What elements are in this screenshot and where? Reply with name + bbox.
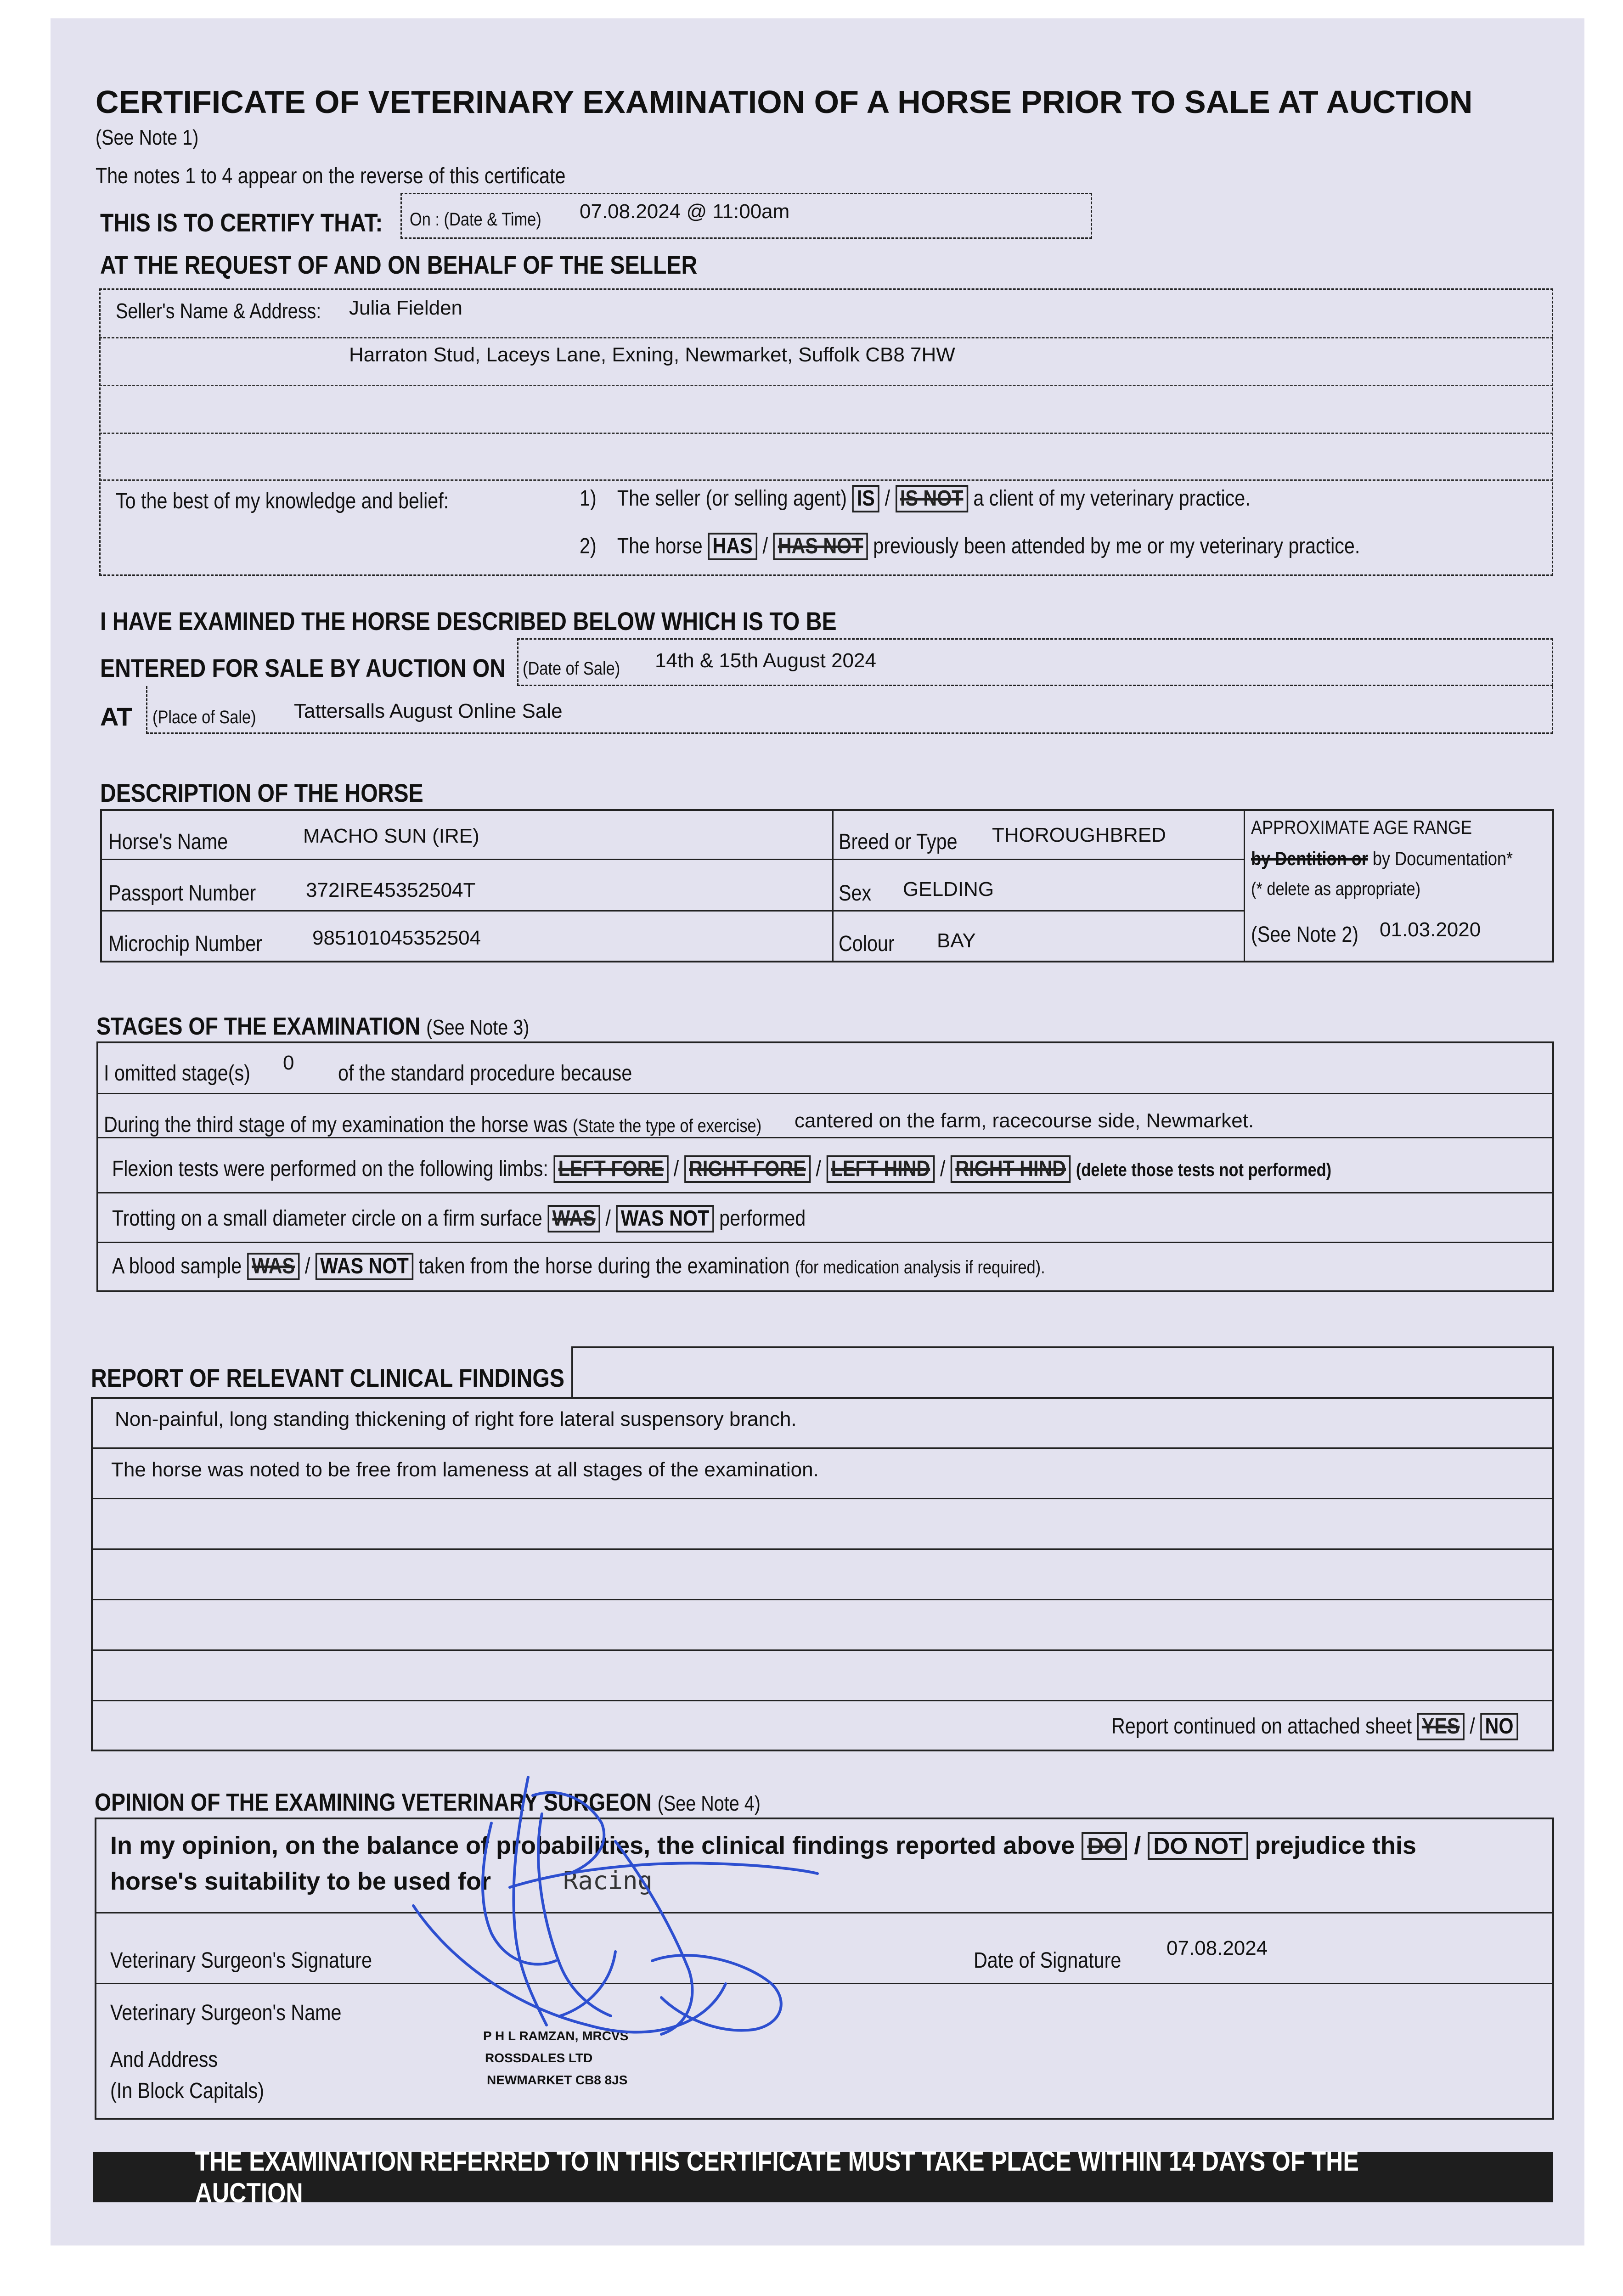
report-table <box>91 1397 1554 1751</box>
signature-scribble-icon <box>395 1768 900 2099</box>
report-line-1[interactable]: Non-painful, long standing thickening of right fore lateral suspensory branch. <box>115 1408 797 1430</box>
sex-value[interactable]: GELDING <box>903 878 994 900</box>
opinion-text-line-2: horse's suitability to be used for <box>110 1868 491 1895</box>
seller-address[interactable]: Harraton Stud, Laceys Lane, Exning, Newmarket, Suffolk CB8 7HW <box>349 343 955 366</box>
report-heading: REPORT OF RELEVANT CLINICAL FINDINGS <box>91 1363 565 1392</box>
notes-line: The notes 1 to 4 appear on the reverse of this certificate <box>96 164 566 188</box>
omitted-stages-value[interactable]: 0 <box>283 1052 294 1074</box>
vet-stamp-line-2: ROSSDALES LTD <box>485 2051 593 2065</box>
flexion-left-hind[interactable]: LEFT HIND <box>826 1155 935 1183</box>
report-continued-yes[interactable]: YES <box>1417 1713 1465 1740</box>
intended-use[interactable]: Racing <box>563 1866 653 1895</box>
flexion-right-hind[interactable]: RIGHT HIND <box>951 1155 1071 1183</box>
age-range-heading: APPROXIMATE AGE RANGE <box>1251 816 1472 838</box>
belief-label: To the best of my knowledge and belief: <box>116 489 449 513</box>
microchip-number[interactable]: 985101045352504 <box>312 927 481 949</box>
report-heading-box <box>571 1346 1554 1398</box>
examined-line-1: I HAVE EXAMINED THE HORSE DESCRIBED BELOW WHICH IS TO BE <box>100 607 837 636</box>
colour-label: Colour <box>839 932 895 956</box>
footer-banner: THE EXAMINATION REFERRED TO IN THIS CERTIFICATE MUST TAKE PLACE WITHIN 14 DAYS OF THE AUCTION <box>93 2152 1553 2202</box>
examined-line-2: ENTERED FOR SALE BY AUCTION ON <box>100 653 506 682</box>
blood-was-option[interactable]: WAS <box>247 1253 300 1280</box>
age-method: by Dentition or by Documentation* <box>1251 848 1513 869</box>
blood-sample-row: A blood sample WAS / WAS NOT taken from the horse during the examination (for medication analysis if required). <box>112 1253 1197 1280</box>
age-see-note-2: (See Note 2) <box>1251 923 1359 947</box>
sale-place-label: (Place of Sale) <box>152 707 256 727</box>
opinion-do-option[interactable]: DO <box>1082 1832 1127 1860</box>
report-continued-no[interactable]: NO <box>1480 1713 1518 1740</box>
client-is-not-option[interactable]: IS NOT <box>896 485 968 512</box>
vet-stamp-line-1: P H L RAMZAN, MRCVS <box>483 2029 629 2043</box>
age-value[interactable]: 01.03.2020 <box>1380 918 1481 941</box>
stages-heading: STAGES OF THE EXAMINATION (See Note 3) <box>96 1013 530 1040</box>
third-stage-exercise[interactable]: cantered on the farm, racecourse side, Newmarket. <box>795 1109 1254 1132</box>
signature-date-label: Date of Signature <box>974 1948 1121 1973</box>
opinion-do-not-option[interactable]: DO NOT <box>1148 1832 1248 1860</box>
block-capitals-label: (In Block Capitals) <box>110 2079 264 2103</box>
flexion-tests-row: Flexion tests were performed on the following limbs: LEFT FORE / RIGHT FORE / LEFT HIND / RIGHT HIND (delete those tests not performed) <box>112 1155 1530 1183</box>
belief-item-1: 1) The seller (or selling agent) IS / IS NOT a client of my veterinary practice. <box>580 485 1359 512</box>
attended-has-not-option[interactable]: HAS NOT <box>773 533 868 560</box>
certify-label: THIS IS TO CERTIFY THAT: <box>100 208 383 237</box>
sale-place-value: Tattersalls August Online Sale <box>294 700 563 722</box>
belief-item-2: 2) The horse HAS / HAS NOT previously been attended by me or my veterinary practice. <box>580 533 1487 560</box>
breed-label: Breed or Type <box>839 830 958 854</box>
third-stage-row: During the third stage of my examination the horse was (State the type of exercise) <box>104 1113 762 1137</box>
opinion-heading: OPINION OF THE EXAMINING VETERINARY SURGEON (See Note 4) <box>95 1789 761 1816</box>
request-heading: AT THE REQUEST OF AND ON BEHALF OF THE SELLER <box>100 250 698 279</box>
exam-date-value: 07.08.2024 @ 11:00am <box>580 200 790 223</box>
at-label: AT <box>100 702 133 731</box>
omitted-stages-reason: of the standard procedure because <box>338 1061 632 1086</box>
seller-name-label: Seller's Name & Address: <box>116 299 321 323</box>
vet-stamp-line-3: NEWMARKET CB8 8JS <box>487 2073 628 2087</box>
microchip-label: Microchip Number <box>108 932 262 956</box>
flexion-left-fore[interactable]: LEFT FORE <box>553 1155 668 1183</box>
age-dentition-struck: by Dentition or <box>1251 848 1368 869</box>
passport-label: Passport Number <box>108 881 256 906</box>
see-note-1: (See Note 1) <box>96 125 199 149</box>
flexion-right-fore[interactable]: RIGHT FORE <box>684 1155 811 1183</box>
horse-name[interactable]: MACHO SUN (IRE) <box>303 825 479 847</box>
report-continued-row: Report continued on attached sheet YES / NO <box>1111 1713 1584 1740</box>
opinion-text-line-1: In my opinion, on the balance of probabilities, the clinical findings reported above DO / DO NOT prejudice this <box>110 1832 1416 1859</box>
blood-was-not-option[interactable]: WAS NOT <box>316 1253 413 1280</box>
horse-name-label: Horse's Name <box>108 830 228 854</box>
seller-name[interactable]: Julia Fielden <box>349 297 463 319</box>
signature-date-value[interactable]: 07.08.2024 <box>1167 1937 1268 1959</box>
age-delete-note: (* delete as appropriate) <box>1251 879 1421 899</box>
trotting-was-option[interactable]: WAS <box>547 1205 600 1232</box>
signature-label: Veterinary Surgeon's Signature <box>110 1948 372 1973</box>
client-is-option[interactable]: IS <box>852 485 880 512</box>
breed-value[interactable]: THOROUGHBRED <box>992 824 1166 846</box>
sale-date-value: 14th & 15th August 2024 <box>655 649 876 672</box>
description-heading: DESCRIPTION OF THE HORSE <box>100 778 423 807</box>
colour-value[interactable]: BAY <box>937 929 976 952</box>
certificate-title: CERTIFICATE OF VETERINARY EXAMINATION OF A HORSE PRIOR TO SALE AT AUCTION <box>96 84 1473 120</box>
report-line-2[interactable]: The horse was noted to be free from lameness at all stages of the examination. <box>111 1458 819 1481</box>
omitted-stages-row: I omitted stage(s) <box>104 1061 250 1086</box>
vet-name-label: Veterinary Surgeon's Name <box>110 2001 342 2025</box>
passport-number[interactable]: 372IRE45352504T <box>306 879 476 901</box>
exam-date-label: On : (Date & Time) <box>410 209 541 230</box>
sale-date-label: (Date of Sale) <box>523 658 620 679</box>
attended-has-option[interactable]: HAS <box>708 533 757 560</box>
trotting-was-not-option[interactable]: WAS NOT <box>616 1205 714 1232</box>
vet-address-label: And Address <box>110 2048 218 2072</box>
trotting-row: Trotting on a small diameter circle on a firm surface WAS / WAS NOT performed <box>112 1205 919 1232</box>
sex-label: Sex <box>839 881 872 906</box>
